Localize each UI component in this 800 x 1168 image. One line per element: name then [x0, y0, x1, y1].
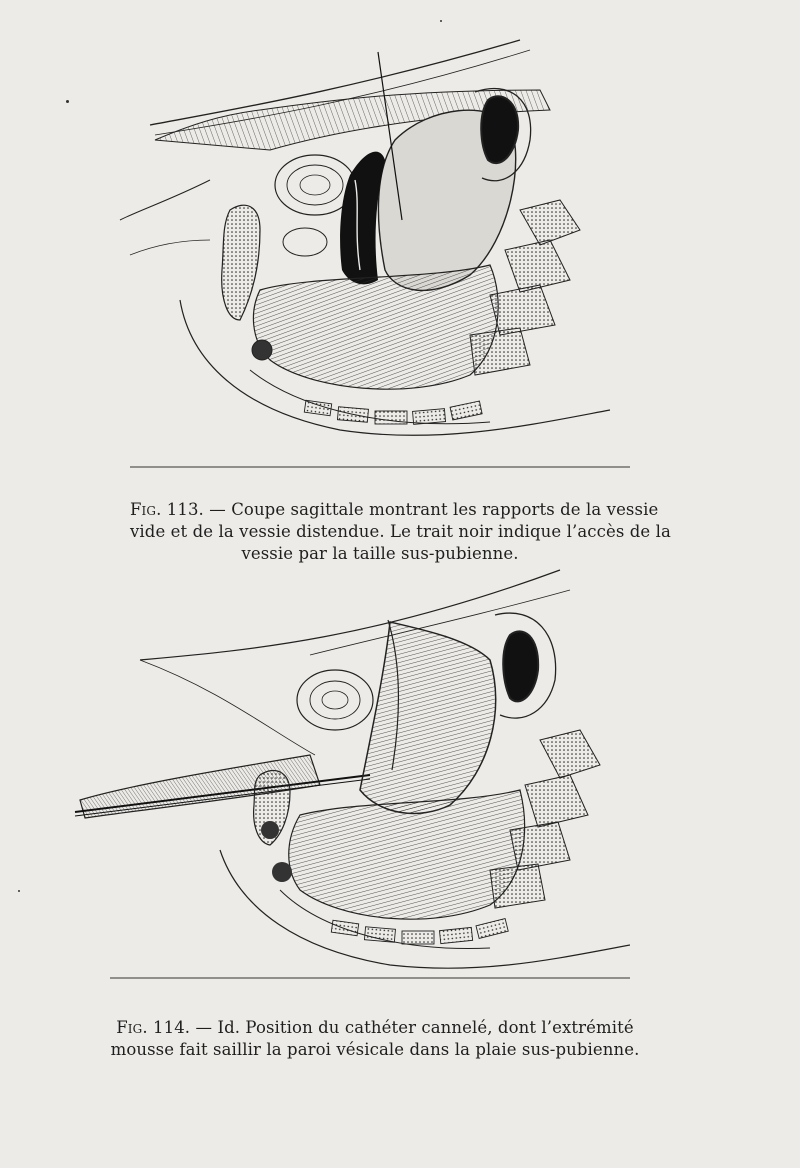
caption-line: Fig. 114. — Id. Position du cathéter cannelé, dont l’extrémité — [116, 1017, 634, 1037]
caption-line: vessie par la taille sus-pubienne. — [241, 543, 519, 563]
figure-113-caption — [130, 499, 671, 565]
caption-line: Fig. 113. — Coupe sagittale montrant les rapports de la vessie — [130, 499, 659, 519]
caption-line: mousse fait saillir la paroi vésicale dans la plaie sus-pubienne. — [110, 1039, 640, 1059]
paper-speck — [18, 890, 20, 892]
figure-114-illustration — [70, 560, 630, 982]
figure-113-illustration — [110, 30, 630, 470]
caption-line: vide et de la vessie distendue. Le trait noir indique l’accès de la — [130, 521, 671, 541]
figure-label: Fig. 114. — [116, 1017, 191, 1037]
figure-114-caption — [110, 1017, 640, 1061]
paper-speck — [66, 100, 69, 103]
anatomical-sagittal-section-icon — [110, 30, 630, 470]
anatomical-catheter-section-icon — [70, 560, 630, 982]
figure-label: Fig. 113. — [130, 499, 204, 519]
paper-speck — [440, 20, 442, 22]
